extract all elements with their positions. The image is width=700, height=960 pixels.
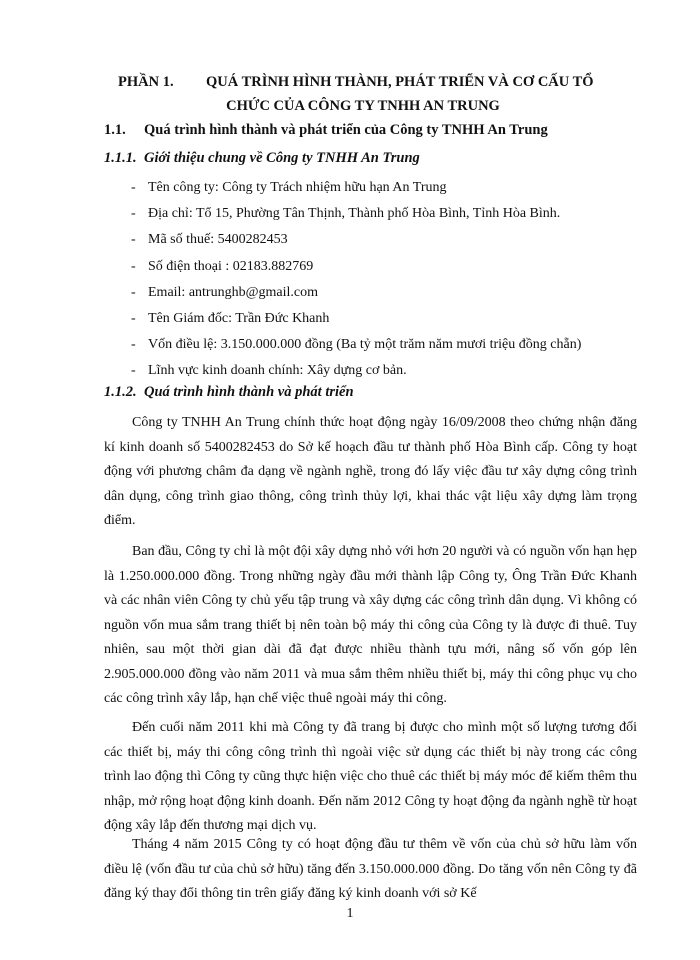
- list-item: - Vốn điều lệ: 3.150.000.000 đồng (Ba tỷ một trăm năm mươi triệu đồng chẵn): [131, 337, 582, 353]
- part-title-line1: QUÁ TRÌNH HÌNH THÀNH, PHÁT TRIỂN VÀ CƠ CẤU TỔ: [206, 74, 594, 90]
- part-number: PHẦN 1.: [118, 74, 174, 90]
- paragraph: Công ty TNHH An Trung chính thức hoạt động ngày 16/09/2008 theo chứng nhận đăng kí kinh doanh số 5400282453 do Sở kế hoạch đầu tư thành phố Hòa Bình cấp. Công ty hoạt động với phương châm đa dạng về ngành nghề, trong đó lấy việc đầu tư xây dựng công trình dân dụng, công trình giao thông, công trình thủy lợi, khai thác vật liệu xây dựng làm trọng điểm.: [104, 415, 637, 528]
- section-number: 1.1.: [104, 122, 126, 138]
- list-item: - Địa chỉ: Tổ 15, Phường Tân Thịnh, Thành phố Hòa Bình, Tỉnh Hòa Bình.: [131, 206, 561, 222]
- part-title-line2: CHỨC CỦA CÔNG TY TNHH AN TRUNG: [226, 98, 500, 114]
- page-number: 1: [346, 906, 354, 921]
- section-heading-1-1-1: [104, 150, 420, 167]
- list-item: - Số điện thoại : 02183.882769: [131, 258, 314, 274]
- list-item: - Mã số thuế: 5400282453: [131, 232, 288, 248]
- paragraph: Ban đầu, Công ty chỉ là một đội xây dựng nhỏ với hơn 20 người và có nguồn vốn hạn hẹp là 1.250.000.000 đồng. Trong những ngày đầu mới thành lập Công ty, Ông Trần Đức Khanh và các nhân viên Công ty chủ yếu tập trung và xây dựng các công trình dân dụng. Vì không có nguồn vốn mua sắm trang thiết bị nên toàn bộ máy thi công của Công ty là được đi thuê. Tuy nhiên, sau một thời gian dài đã đạt được nhiều thành tựu mới, nâng số vốn góp lên 2.905.000.000 đồng vào năm 2011 và mua sắm thêm nhiều thiết bị, máy thi công phục vụ cho các công trình xây lắp, hạn chế việc thuê ngoài máy thi công.: [104, 544, 637, 706]
- paragraph: Tháng 4 năm 2015 Công ty có hoạt động đầu tư thêm về vốn của chủ sở hữu làm vốn điều lệ (vốn đầu tư của chủ sở hữu) tăng đến 3.150.000.000 đồng. Do tăng vốn nên Công ty đã đăng ký thay đổi thông tin trên giấy đăng ký kinh doanh với sở Kế: [104, 837, 637, 901]
- section-title: Quá trình hình thành và phát triển: [144, 384, 354, 400]
- section-heading-1-1-2: [104, 384, 354, 401]
- paragraph: Đến cuối năm 2011 khi mà Công ty đã trang bị được cho mình một số lượng tương đối các thiết bị, máy thi công công trình thì ngoài việc sử dụng các thiết bị này trong các công trình lao động thì Công ty cũng thực hiện việc cho thuê các thiết bị máy móc để kiếm thêm thu nhập, mở rộng hoạt động kinh doanh. Đến năm 2012 Công ty hoạt động đa ngành nghề từ hoạt động xây lắp đến thương mại dịch vụ.: [104, 720, 637, 833]
- section-title: Quá trình hình thành và phát triển của Công ty TNHH An Trung: [144, 122, 548, 138]
- section-number: 1.1.1.: [104, 150, 137, 166]
- list-item: - Email: antrunghb@gmail.com: [131, 284, 318, 300]
- part-title: [118, 70, 638, 118]
- section-title: Giới thiệu chung về Công ty TNHH An Trung: [144, 150, 420, 166]
- list-item: - Tên Giám đốc: Trần Đức Khanh: [131, 310, 330, 326]
- list-item: - Lĩnh vực kinh doanh chính: Xây dựng cơ bản.: [131, 363, 407, 379]
- company-info-list: [131, 175, 581, 385]
- section-number: 1.1.2.: [104, 384, 137, 400]
- section-heading-1-1: [104, 122, 548, 139]
- list-item: - Tên công ty: Công ty Trách nhiệm hữu hạn An Trung: [131, 180, 447, 195]
